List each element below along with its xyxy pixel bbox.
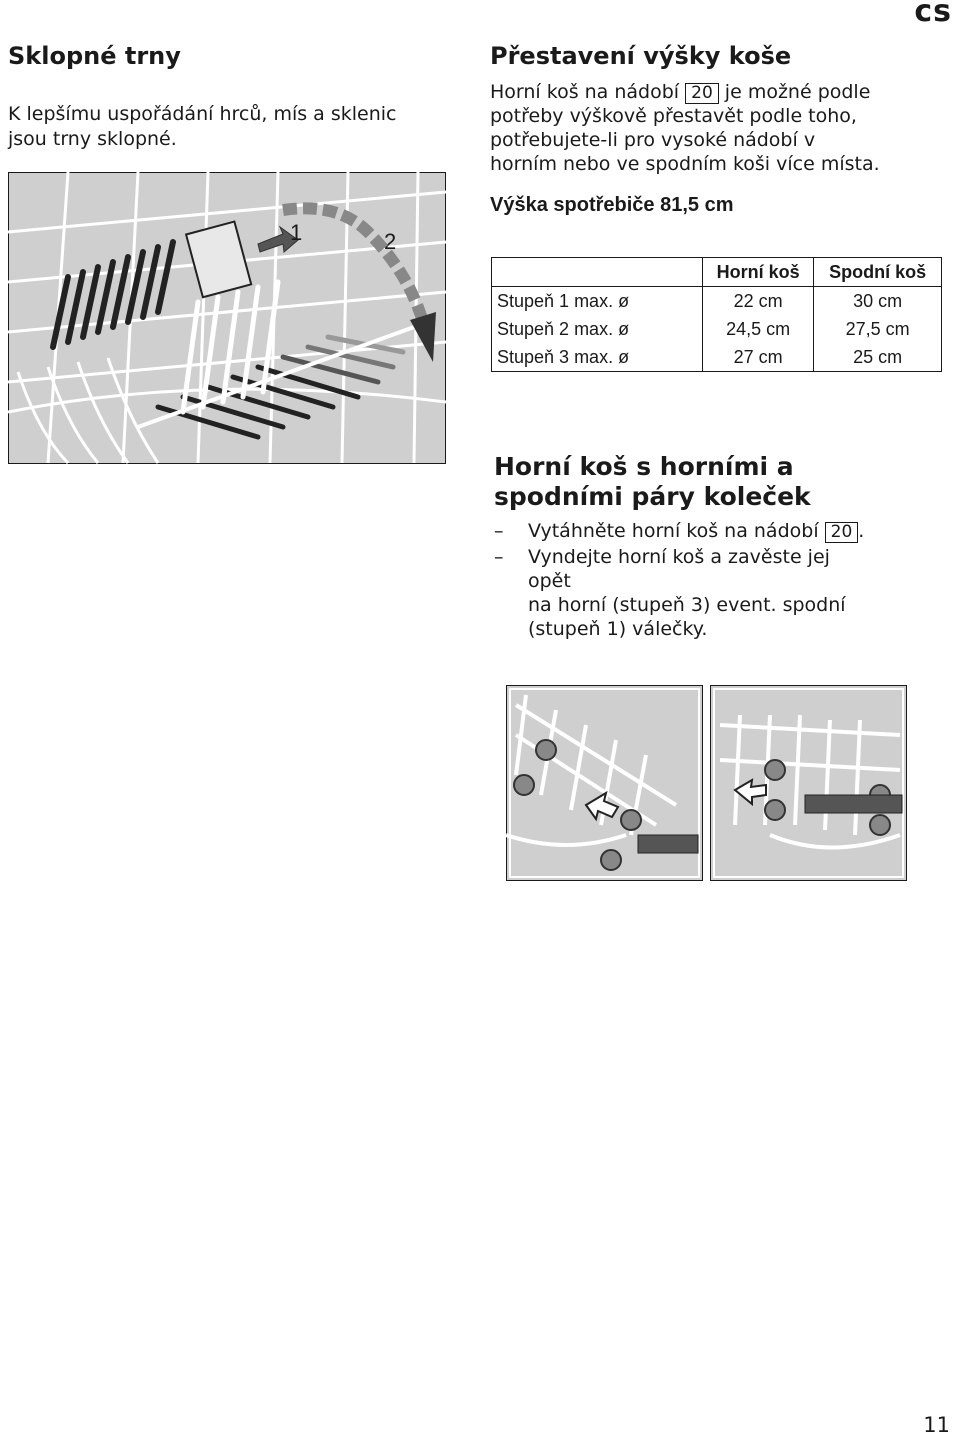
table-cell: 22 cm xyxy=(703,287,814,316)
appliance-height-heading: Výška spotřebiče 81,5 cm xyxy=(490,194,734,216)
text-line: potřeby výškově přestavět podle toho, xyxy=(490,105,857,127)
text-fragment: je možné podle xyxy=(718,81,871,103)
table-cell: Stupeň 3 max. ø xyxy=(492,343,703,372)
page-number: 11 xyxy=(923,1413,950,1437)
table-header: Spodní koš xyxy=(814,258,942,287)
basket-wheels-illustration-lower xyxy=(710,685,907,881)
text-line: Vyndejte horní koš a zavěste jej xyxy=(528,546,830,568)
table-row xyxy=(492,315,942,343)
list-item xyxy=(494,545,934,641)
rail xyxy=(805,795,902,813)
text-line: horním nebo ve spodním koši více místa. xyxy=(490,153,880,175)
list-dash: – xyxy=(494,546,504,568)
text-line xyxy=(490,80,950,104)
reference-number-box: 20 xyxy=(685,83,719,104)
table-cell: 25 cm xyxy=(814,343,942,372)
language-tag: cs xyxy=(914,0,952,29)
table-row xyxy=(492,287,942,316)
text-line: opět xyxy=(528,570,571,592)
basket-wheels-illustration-upper xyxy=(506,685,703,881)
text-fragment: Horní koš na nádobí xyxy=(490,81,686,103)
step-1-label: 1 xyxy=(290,220,303,245)
step-2-label: 2 xyxy=(384,229,397,254)
folding-tines-illustration xyxy=(8,172,446,464)
table-header xyxy=(492,258,703,287)
table-header: Horní koš xyxy=(703,258,814,287)
instruction-list xyxy=(494,519,934,643)
rail xyxy=(638,835,698,853)
table-header-row xyxy=(492,258,942,287)
text-line: na horní (stupeň 3) event. spodní xyxy=(528,594,846,616)
text-line: (stupeň 1) válečky. xyxy=(528,618,708,640)
section-title-basket-height: Přestavení výšky koše xyxy=(490,42,792,70)
section-title-folding-tines: Sklopné trny xyxy=(8,42,181,70)
list-dash: – xyxy=(494,520,504,542)
table-cell: 27 cm xyxy=(703,343,814,372)
table-row xyxy=(492,343,942,372)
list-item xyxy=(494,519,934,543)
table-cell: Stupeň 1 max. ø xyxy=(492,287,703,316)
text-line: potřebujete-li pro vysoké nádobí v xyxy=(490,129,816,151)
text-line: K lepšímu uspořádání hrců, mís a sklenic xyxy=(8,103,397,125)
table-cell: 27,5 cm xyxy=(814,315,942,343)
title-line: Horní koš s horními a xyxy=(494,452,794,481)
text-fragment: . xyxy=(858,520,865,542)
text-line: jsou trny sklopné. xyxy=(8,128,177,150)
section-title-wheel-pairs xyxy=(494,452,934,512)
height-table xyxy=(491,257,942,372)
folding-tines-text xyxy=(8,102,458,152)
table-cell: Stupeň 2 max. ø xyxy=(492,315,703,343)
title-line: spodními páry koleček xyxy=(494,482,811,511)
table-cell: 30 cm xyxy=(814,287,942,316)
reference-number-box: 20 xyxy=(825,522,859,543)
table-cell: 24,5 cm xyxy=(703,315,814,343)
text-fragment: Vytáhněte horní koš na nádobí xyxy=(528,520,825,542)
basket-height-text xyxy=(490,80,950,176)
